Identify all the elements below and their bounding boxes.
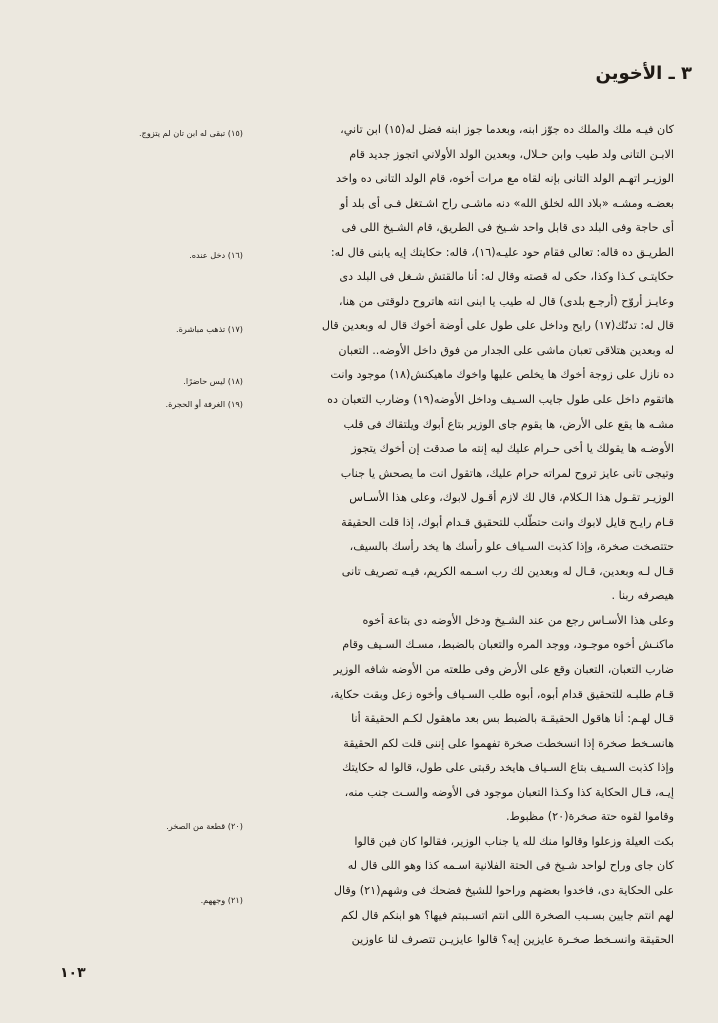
text-line: هيصرفه ربنا . xyxy=(611,589,674,603)
text-line: الابـن التانى ولد طيب وابن حـلال، وبعدين الولد الأولاني اتجوز جديد قام xyxy=(349,147,674,161)
text-line: بكت العيلة وزعلوا وقالوا منك لله يا جناب الوزير، فقالوا كان فين قالوا xyxy=(354,834,674,848)
footnote-16: (١٦) دخل عنده. xyxy=(189,250,243,260)
footnote-21: (٢١) وجههم. xyxy=(200,895,243,905)
text-line: هاتقوم داخل على طول جايب السـيف وداخل الأوضه(١٩) وضارب التعبان ده xyxy=(327,393,674,407)
text-line: أى حاجة وفى البلد دى قابل واحد شـيخ فى الطريق، قام الشـيخ اللى فى xyxy=(341,221,674,235)
text-line: قال له: تدنّك(١٧) رايح وداخل على طول على أوضة أخوك قال له وبعدين قال xyxy=(321,319,674,333)
text-line: مشـه ها يقع على الأرض، ها يقوم جاى الوزير بتاع أبوك ويلتقاك فى قلب xyxy=(343,417,674,431)
text-line: الحقيقة وانسـخط صخـرة عايزين إيه؟ قالوا عايزيـن تتصرف لنا عاوزين xyxy=(351,933,674,947)
page-number: ١٠٣ xyxy=(60,965,86,981)
text-line: قـام طلبـه للتحقيق قدام أبوه، أبوه طلب السـياف وأخوه زعل وبقت حكاية، xyxy=(330,687,674,701)
text-line: إيـه، قـال الحكاية كذا وكـذا التعبان موجود فى الأوضه والسـت جنب منه، xyxy=(344,785,674,799)
text-line: وقاموا لقوه حتة صخرة(٢٠) مظبوط. xyxy=(505,810,674,824)
text-line: كان فيـه ملك والملك ده جوّز ابنه، وبعدما جوز ابنه فضل له(١٥) ابن تاني، xyxy=(340,123,674,136)
text-line: على الحكاية دى، فاخدوا بعضهم وراحوا للشيخ فضحك فى وشهم(٢١) وقال xyxy=(333,883,674,897)
text-line: قـال لـه وبعدين، قـال له وبعدين لك رب اسـمه الكريم، فيـه تصريف تانى xyxy=(341,564,674,578)
text-line: هانسـخط صخرة إذا انسخطت صخرة تفهموا على إننى قلت لكم الحقيقة xyxy=(343,736,674,750)
footnote-19: (١٩) الغرفة أو الحجرة. xyxy=(165,399,243,409)
text-line: قـام رايـح قايل لابوك وانت حتطّلب للتحقيق قـدام أبوك، إذا قلت الحقيقة xyxy=(341,515,674,529)
text-line: الأوضـه ها يقولك يا أخى حـرام عليك ليه إنته ما صدقت إن أخوك يتجوز xyxy=(351,442,674,456)
text-line: ضارب التعبان، التعبان وقع على الأرض وفى طلعته من الأوضه شافه الوزير xyxy=(333,663,674,677)
text-line: حتتصخت صخرة، وإذا كذبت السـياف علو رأسك ها يخد رأسك بالسيف، xyxy=(349,540,674,554)
text-line: وعلى هذا الأسـاس رجع من عند الشـيخ ودخل الأوضه دى بتاعة أخوه xyxy=(362,613,674,627)
text-line: وعايـز أروّح (أرجـع بلدى) قال له طيب يا ابنى انته هاتروح دلوقتى من هنا، xyxy=(338,294,674,308)
text-line: لهم انتم جايين بسـبب الصخرة اللى انتم اتسـببتم فيها؟ هو ابنكم قال لكم xyxy=(341,908,674,922)
footnote-15: (١٥) تبقى له ابن تان لم يتزوج. xyxy=(138,128,243,138)
chapter-title: ٣ ـ الأخوين xyxy=(595,63,692,84)
footnote-20: (٢٠) قطعة من الصخر. xyxy=(166,821,243,831)
text-line: الوزيـر اتهـم الولد التانى بإنه لقاه مع مرات أخوه، قام الولد التانى ده واخد xyxy=(335,172,674,186)
footnote-18: (١٨) ليس حاضرًا. xyxy=(183,376,243,386)
text-line: حكايتـى كـذا وكذا، حكى له قصته وقال له: أنا مالقتش شـغل فى البلد دى xyxy=(339,270,674,284)
text-line: قـال لهـم: أنا هاقول الحقيقـة بالضبط بس بعد ماهقول لكـم الحقيقة أنا xyxy=(351,712,674,726)
main-text xyxy=(264,118,674,953)
footnote-17: (١٧) تذهب مباشرة. xyxy=(176,324,243,334)
text-line: الوزيـر تقـول هذا الـكلام، قال لك لازم أقـول لابوك، وعلى هذا الأسـاس xyxy=(349,491,674,505)
text-line: بعضـه ومشـه «بلاد الله لخلق الله» دنه ماشـى راح اشـتغل فـى أى بلد أو xyxy=(339,196,674,210)
text-line: ماكنـش أخوه موجـود، ووجد المره والتعبان بالضبط، مسـك السـيف وقام xyxy=(342,638,674,652)
text-line: ده نازل على زوجة أخوك ها يخلص عليها واخوك ماهيكنش(١٨) موجود وانت xyxy=(330,368,674,382)
text-line: له وبعدين هتلاقى تعبان ماشى على الجدار من فوق داخل الأوضه.. التعبان xyxy=(338,343,674,357)
text-line: الطريـق ده قاله: تعالى فقام حود عليـه(١٦)، قاله: حكايتك إيه يابنى قال له: xyxy=(330,245,674,259)
text-line: وإذا كذبت السـيف بتاع السـياف هايخد رقبتى على طول، قالوا له حكايتك xyxy=(342,761,674,775)
text-line: وتيجى تانى عايز تروح لمراته حرام عليك، هاتقول انت ما يصحش يا جناب xyxy=(340,466,674,480)
text-line: كان جاى وراح لواحد شـيخ فى الحتة الفلانية اسـمه كذا وهو اللى قال له xyxy=(347,859,674,873)
